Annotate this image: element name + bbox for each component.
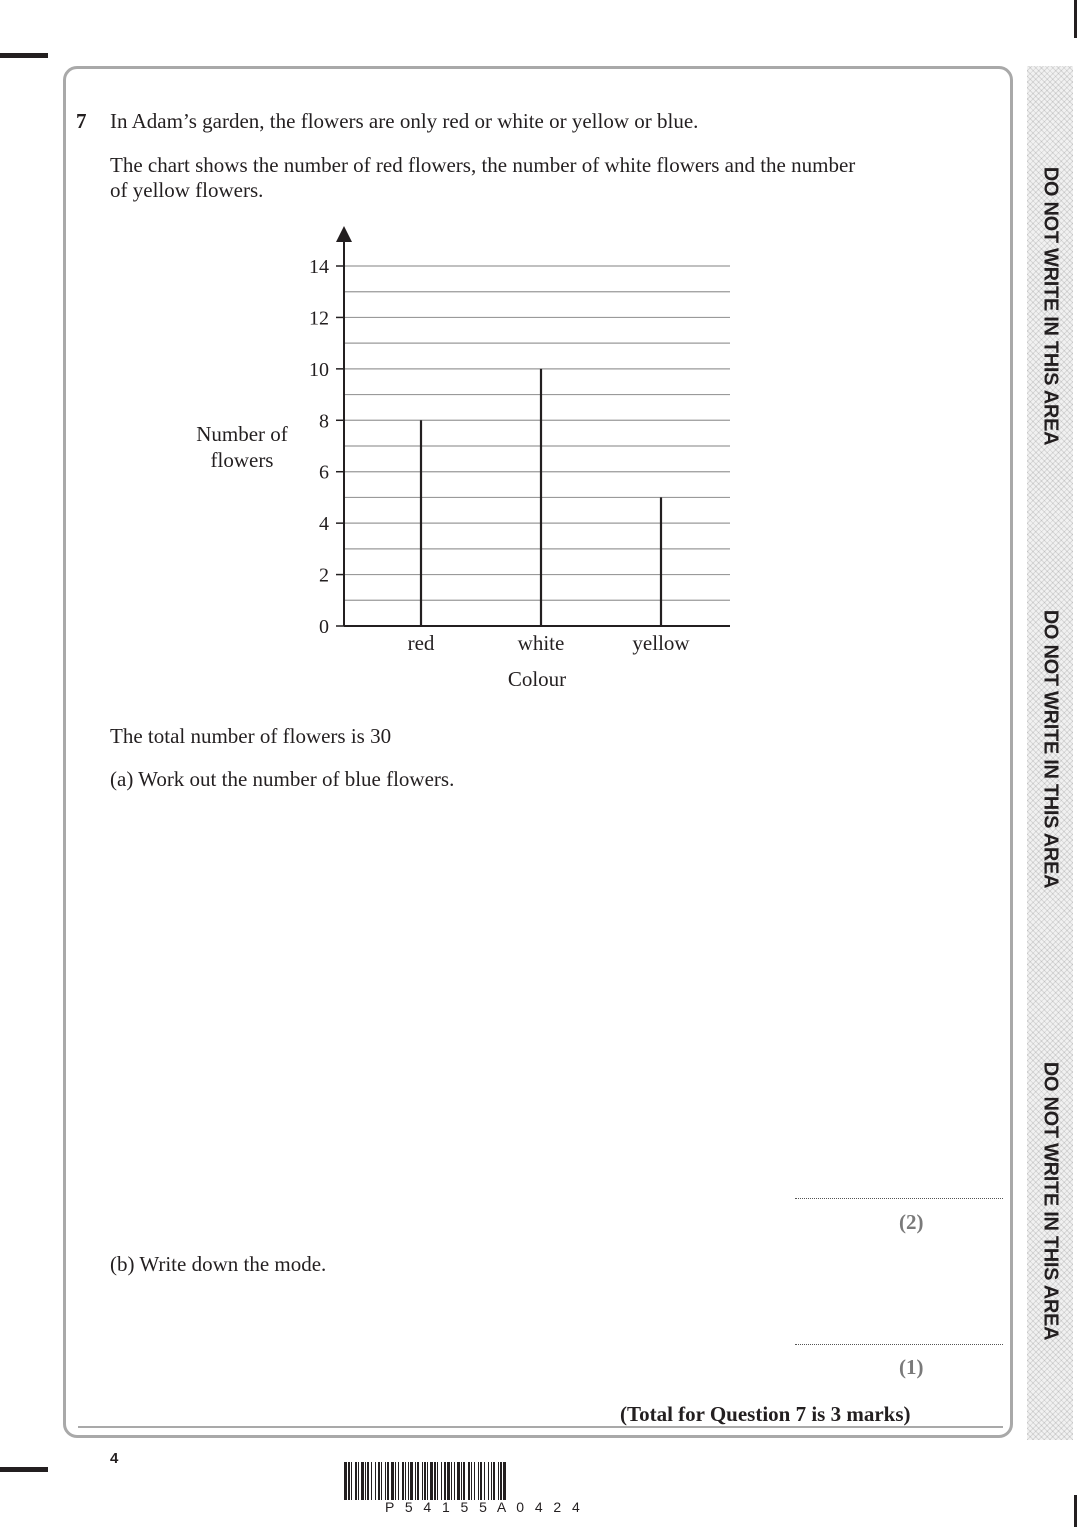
barcode-bar bbox=[434, 1462, 436, 1500]
barcode-bar bbox=[427, 1462, 428, 1500]
barcode-bar bbox=[500, 1462, 502, 1500]
barcode-bar bbox=[391, 1462, 394, 1500]
barcode-bar bbox=[480, 1462, 482, 1500]
y-tick-label: 0 bbox=[319, 616, 329, 638]
barcode-bar bbox=[395, 1462, 396, 1500]
barcode-bar bbox=[437, 1462, 438, 1500]
barcode-bar bbox=[415, 1462, 416, 1500]
barcode-bar bbox=[503, 1462, 506, 1500]
page-number: 4 bbox=[110, 1450, 119, 1467]
barcode-bar bbox=[424, 1462, 426, 1500]
barcode-bar bbox=[351, 1462, 352, 1500]
barcode bbox=[344, 1462, 736, 1502]
barcode-bar bbox=[457, 1462, 460, 1500]
barcode-bar bbox=[381, 1462, 382, 1500]
crop-mark-bottom-right bbox=[1074, 1495, 1077, 1527]
barcode-bar bbox=[461, 1462, 462, 1500]
y-tick-label: 10 bbox=[309, 358, 329, 381]
part-a-answer-line[interactable] bbox=[795, 1198, 1003, 1199]
barcode-bar bbox=[358, 1462, 359, 1500]
barcode-bar bbox=[451, 1462, 452, 1500]
barcode-bar bbox=[402, 1462, 404, 1500]
barcode-bar bbox=[417, 1462, 419, 1500]
barcode-bar bbox=[493, 1462, 495, 1500]
barcode-bar bbox=[468, 1462, 470, 1500]
barcode-bar bbox=[375, 1462, 376, 1500]
barcode-bar bbox=[398, 1462, 399, 1500]
chart-grid bbox=[344, 266, 730, 600]
x-tick-label-yellow: yellow bbox=[632, 631, 690, 655]
question-intro: In Adam’s garden, the flowers are only red or white or yellow or blue. bbox=[110, 109, 699, 133]
barcode-bar bbox=[474, 1462, 475, 1500]
barcode-bar bbox=[430, 1462, 433, 1500]
question-number: 7 bbox=[76, 109, 87, 133]
x-tick-label-white: white bbox=[517, 631, 565, 655]
margin-warning-1: DO NOT WRITE IN THIS AREA bbox=[1039, 166, 1062, 446]
barcode-bar bbox=[371, 1462, 372, 1500]
part-a-question: (a) Work out the number of blue flowers. bbox=[110, 767, 455, 791]
barcode-bar bbox=[454, 1462, 455, 1500]
x-tick-label-red: red bbox=[407, 631, 435, 655]
y-tick-label: 4 bbox=[319, 513, 329, 536]
y-axis-label-line2: flowers bbox=[210, 448, 274, 472]
barcode-bar bbox=[498, 1462, 499, 1500]
y-axis-label-line1: Number of bbox=[196, 422, 288, 446]
barcode-bar bbox=[408, 1462, 409, 1500]
barcode-bar bbox=[405, 1462, 406, 1500]
barcode-bar bbox=[447, 1462, 450, 1500]
barcode-bar bbox=[488, 1462, 489, 1500]
total-marks: (Total for Question 7 is 3 marks) bbox=[620, 1402, 911, 1426]
part-b-answer-line[interactable] bbox=[795, 1344, 1003, 1345]
y-axis-arrow bbox=[336, 226, 352, 242]
barcode-bar bbox=[361, 1462, 364, 1500]
x-tick-labels bbox=[408, 631, 691, 655]
barcode-bar bbox=[491, 1462, 492, 1500]
y-axis bbox=[309, 226, 730, 638]
y-tick-label: 12 bbox=[309, 307, 329, 330]
barcode-bar bbox=[441, 1462, 442, 1500]
total-flowers-text: The total number of flowers is 30 bbox=[110, 724, 392, 748]
margin-warning-2: DO NOT WRITE IN THIS AREA bbox=[1039, 609, 1062, 889]
barcode-bar bbox=[344, 1462, 347, 1500]
barcode-bar bbox=[385, 1462, 386, 1500]
margin-warning-3: DO NOT WRITE IN THIS AREA bbox=[1039, 1061, 1062, 1341]
barcode-bar bbox=[387, 1462, 389, 1500]
chart-description-2: of yellow flowers. bbox=[110, 178, 264, 202]
barcode-bar bbox=[355, 1462, 357, 1500]
barcode-bar bbox=[422, 1462, 423, 1500]
y-tick-label: 14 bbox=[309, 256, 329, 278]
crop-mark-bottom-left bbox=[0, 1467, 48, 1472]
part-b-question: (b) Write down the mode. bbox=[110, 1252, 327, 1276]
part-b-marks: (1) bbox=[899, 1355, 924, 1379]
margin-strip bbox=[1027, 66, 1073, 1440]
x-axis-label: Colour bbox=[507, 667, 567, 691]
barcode-text: P 5 4 1 5 5 A 0 4 2 4 bbox=[385, 1499, 581, 1515]
y-tick-label: 2 bbox=[319, 564, 329, 587]
barcode-bar bbox=[444, 1462, 446, 1500]
barcode-bar bbox=[478, 1462, 479, 1500]
y-tick-label: 6 bbox=[319, 461, 329, 484]
crop-mark-top-right bbox=[1074, 0, 1077, 38]
barcode-bar bbox=[463, 1462, 465, 1500]
barcode-bar bbox=[410, 1462, 413, 1500]
part-a-marks: (2) bbox=[899, 1210, 924, 1234]
barcode-bar bbox=[378, 1462, 380, 1500]
total-marks-rule bbox=[78, 1426, 1003, 1428]
bar-chart bbox=[0, 0, 1010, 720]
barcode-bar bbox=[348, 1462, 350, 1500]
barcode-bar bbox=[471, 1462, 472, 1500]
barcode-bar bbox=[365, 1462, 366, 1500]
barcode-bar bbox=[484, 1462, 485, 1500]
y-tick-label: 8 bbox=[319, 410, 329, 433]
barcode-bar bbox=[367, 1462, 369, 1500]
chart-description-1: The chart shows the number of red flowers, the number of white flowers and the number bbox=[110, 153, 856, 177]
